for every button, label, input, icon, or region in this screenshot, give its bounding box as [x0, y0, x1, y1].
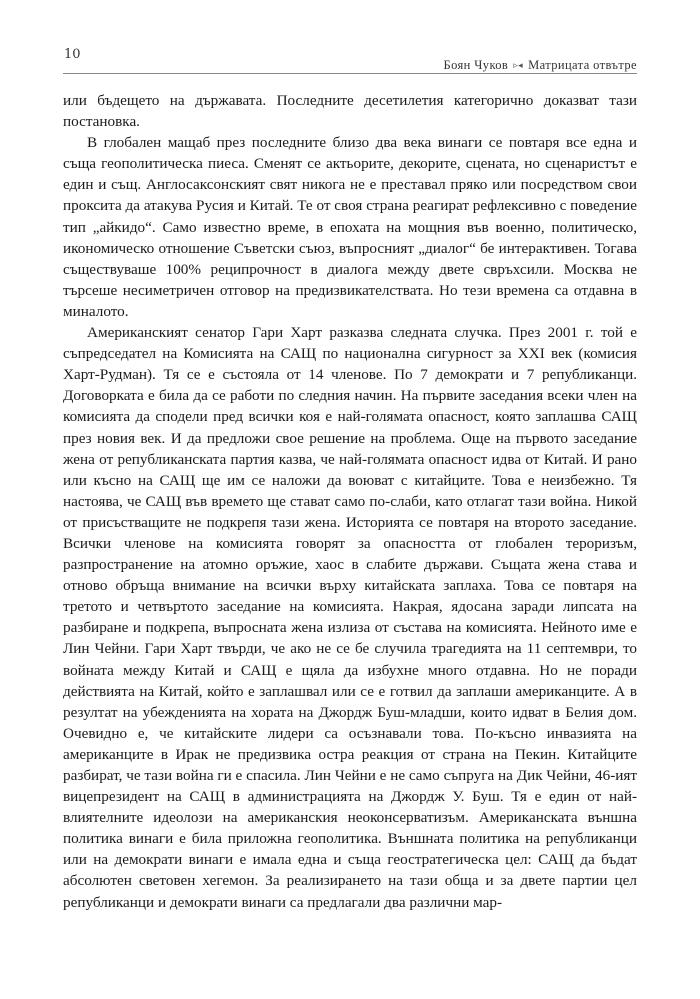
paragraph: или бъдещето на държавата. Последните десетилетия категорично доказват тази постановка.	[63, 92, 637, 131]
header-rule	[63, 73, 637, 74]
author-name: Боян Чуков	[443, 58, 509, 72]
body-text	[63, 90, 637, 913]
page-number: 10	[64, 47, 81, 62]
running-head	[444, 58, 637, 73]
paragraph: В глобален мащаб през последните близо два века винаги се повтаря все една и съща геополитическа пиеса. Сменят се актьорите, декорите, сцената, но сценаристът е един и същ. Англосаксонският свят никога не е преставал пряко или посредством свои проксита да атакува Русия и Китай. Те от своя страна реагират рефлексивно с поведение тип „айкидо“. Само известно време, в епохата на мощния във военно, политическо, икономическо отношение Съветски съюз, въпросният „диалог“ бе интерактивен. Тогава съществуваше 100% реципрочност в диалога между двете свръхсили. Москва не търсеше несиметричен отговор на предизвикателствата. Но тези времена са отдавна в миналото.	[63, 134, 637, 320]
paragraph: Американският сенатор Гари Харт разказва следната случка. През 2001 г. той е съпредседател на Комисията на САЩ по национална сигурност за XXI век (комисия Харт-Рудман). Тя се е състояла от 14 членове. По 7 демократи и 7 републиканци. Договорката е била да се работи по следния начин. На първите заседания всеки член на комисията да сподели пред всички коя е най-голямата опасност, която заплашва САЩ през новия век. И да предложи свое решение на проблема. Още на първото заседание жена от републиканската партия казва, че най-голямата опасност идва от Китай. И рано или късно на САЩ ще им се наложи да воюват с китайците. Това е неизбежно. Тя настоява, че САЩ във времето ще стават само по-слаби, като отлагат тази война. Никой от присъстващите не подкрепя тази жена. Историята се повтаря на второто заседание. Всички членове на комисията говорят за опасността от глобален тероризъм, разпространение на атомно оръжие, хаос в слабите държави. Същата жена става и отново обръща внимание на всички върху китайската заплаха. Това се повтаря на третото и четвъртото заседание на комисията. Накрая, ядосана заради липсата на разбиране и подкрепа, въпросната жена излиза от състава на комисията. Нейното име е Лин Чейни. Гари Харт твърди, че ако не се бе случила трагедията на 11 септември, то войната между Китай и САЩ е щяла да избухне много отдавна. Но не поради действията на Китай, който е заплашвал или се е готвил да заплаши американците. А в резултат на убежденията на хората на Джордж Буш-младши, които идват в Белия дом. Очевидно е, че китайските лидери са осъзнавали това. По-късно инвазията на американците в Ирак не предизвика остра реакция от страна на Пекин. Китайците разбират, че тази война ги е спасила. Лин Чейни е не само съпруга на Дик Чейни, 46-ият вицепрезидент на САЩ в администрацията на Джордж У. Буш. Тя е един от най-влиятелните идеолози на американския неоконсерватизъм. Американската външна политика винаги е била приложна геополитика. Външната политика на републиканци или на демократи винаги е имала една и съща геостратегическа цел: САЩ да бъдат абсолютен световен хегемон. За реализирането на тази обща и за двете партии цел републиканци и демократи винаги са предлагали два различни мар-	[63, 324, 637, 911]
page-header	[63, 44, 637, 74]
book-title: Матрицата отвътре	[528, 58, 637, 72]
separator-icon: ▹◂	[513, 60, 524, 70]
